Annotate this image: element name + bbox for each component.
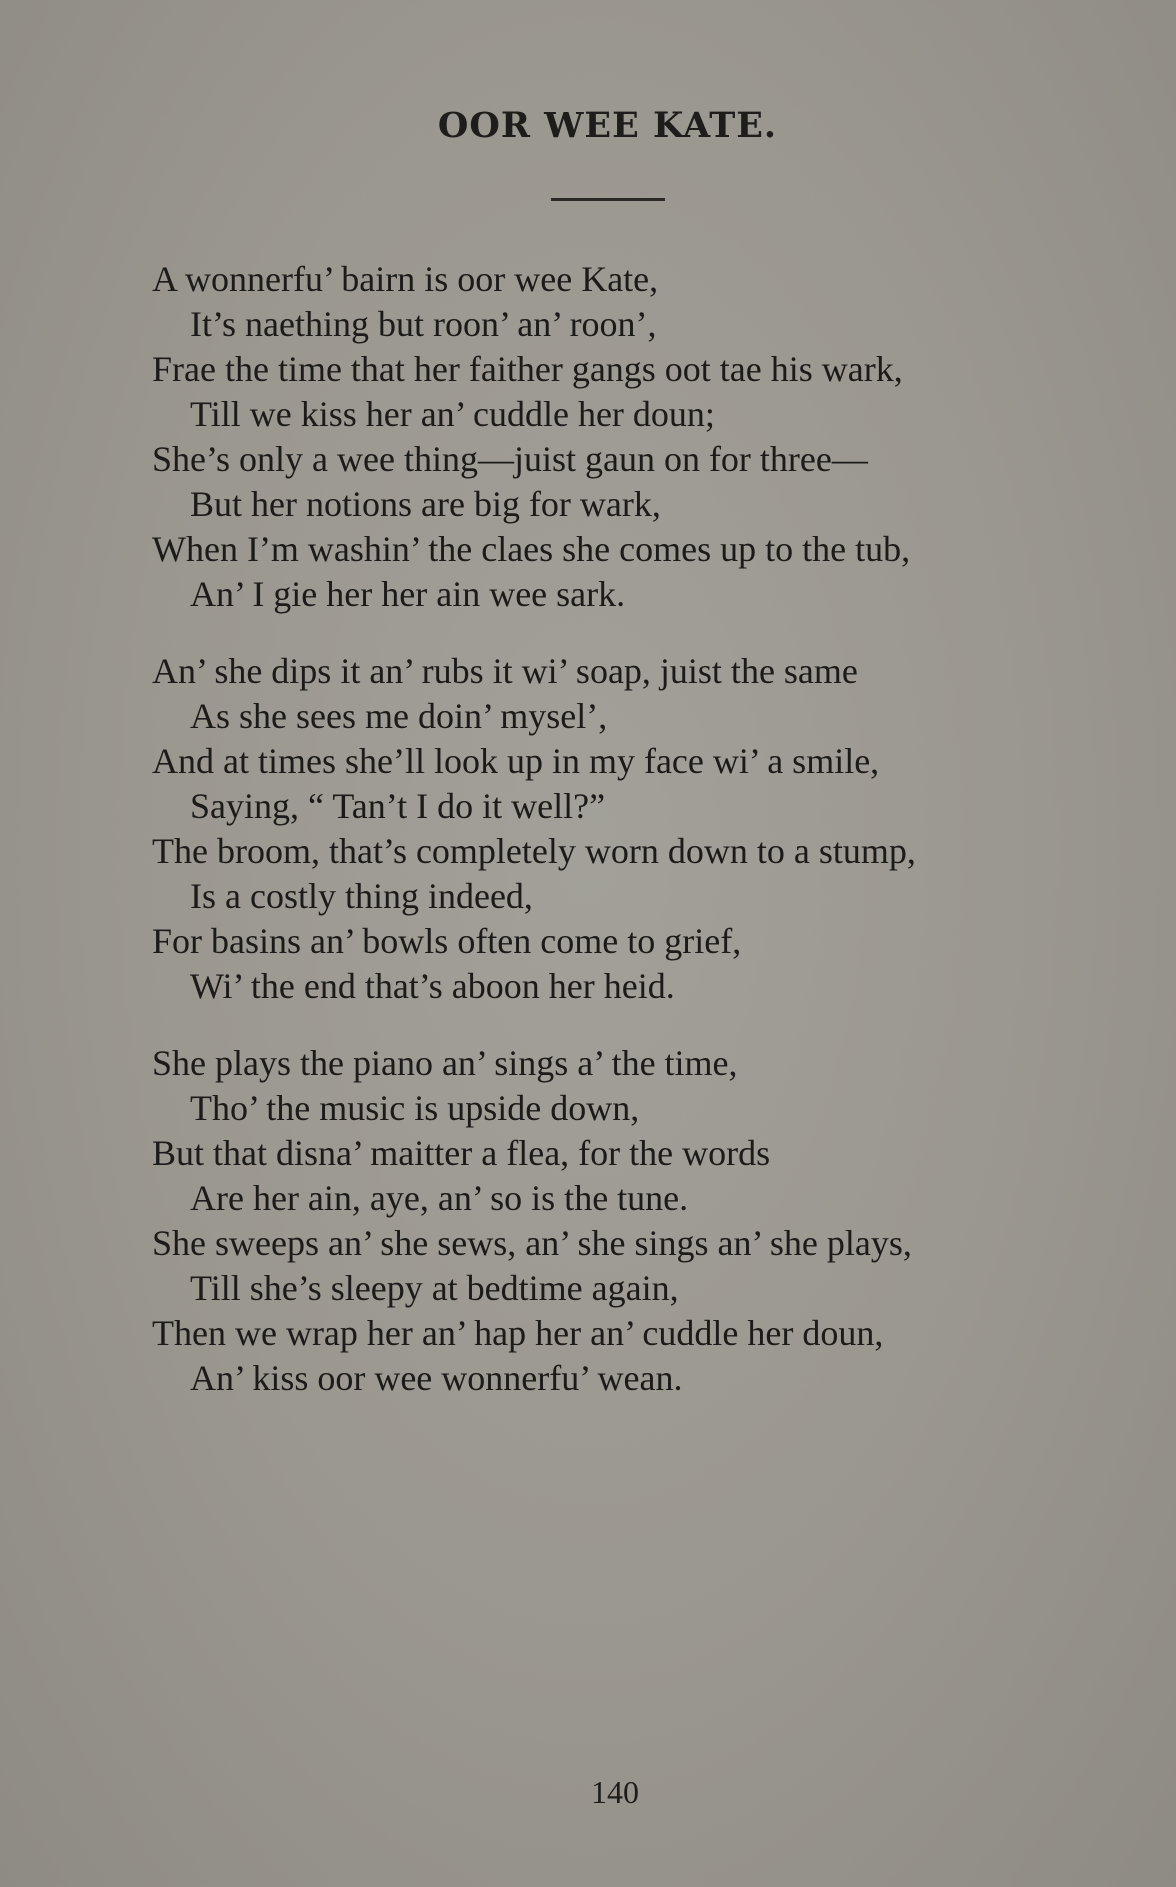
poem-title: OOR WEE KATE. bbox=[437, 105, 778, 146]
stanza-3 bbox=[152, 1041, 1082, 1401]
poem-line: Wi’ the end that’s aboon her heid. bbox=[190, 966, 675, 1006]
poem-line: A wonnerfu’ bairn is oor wee Kate, bbox=[152, 259, 659, 299]
poem-line: But her notions are big for wark, bbox=[190, 484, 661, 524]
poem-line: The broom, that’s completely worn down to a stump, bbox=[152, 831, 916, 871]
poem-body bbox=[152, 257, 1082, 1433]
poem-line: Is a costly thing indeed, bbox=[190, 876, 533, 916]
stanza-1 bbox=[152, 257, 1082, 617]
poem-line: As she sees me doin’ mysel’, bbox=[190, 696, 608, 736]
poem-line: Are her ain, aye, an’ so is the tune. bbox=[190, 1178, 689, 1218]
poem-line: Frae the time that her faither gangs oot tae his wark, bbox=[152, 349, 903, 389]
page-number: 140 bbox=[591, 1774, 639, 1810]
poem-line: An’ kiss oor wee wonnerfu’ wean. bbox=[190, 1358, 683, 1398]
poem-line: She’s only a wee thing—juist gaun on for three— bbox=[152, 439, 868, 479]
poem-line: It’s naething but roon’ an’ roon’, bbox=[190, 304, 657, 344]
title-rule bbox=[551, 198, 665, 201]
poem-line: Then we wrap her an’ hap her an’ cuddle her doun, bbox=[152, 1313, 884, 1353]
poem-line: She sweeps an’ she sews, an’ she sings an’ she plays, bbox=[152, 1223, 912, 1263]
poem-line: Tho’ the music is upside down, bbox=[190, 1088, 640, 1128]
poem-line: Till we kiss her an’ cuddle her doun; bbox=[190, 394, 715, 434]
poem-line: Till she’s sleepy at bedtime again, bbox=[190, 1268, 679, 1308]
poem-line: For basins an’ bowls often come to grief, bbox=[152, 921, 742, 961]
poem-line: And at times she’ll look up in my face wi’ a smile, bbox=[152, 741, 880, 781]
poem-line: An’ I gie her her ain wee sark. bbox=[190, 574, 626, 614]
poem-line: Saying, “ Tan’t I do it well?” bbox=[190, 786, 606, 826]
poem-line: An’ she dips it an’ rubs it wi’ soap, juist the same bbox=[152, 651, 858, 691]
poem-line: When I’m washin’ the claes she comes up to the tub, bbox=[152, 529, 911, 569]
poem-line: She plays the piano an’ sings a’ the time, bbox=[152, 1043, 738, 1083]
poem-line: But that disna’ maitter a flea, for the words bbox=[152, 1133, 771, 1173]
stanza-2 bbox=[152, 649, 1082, 1009]
